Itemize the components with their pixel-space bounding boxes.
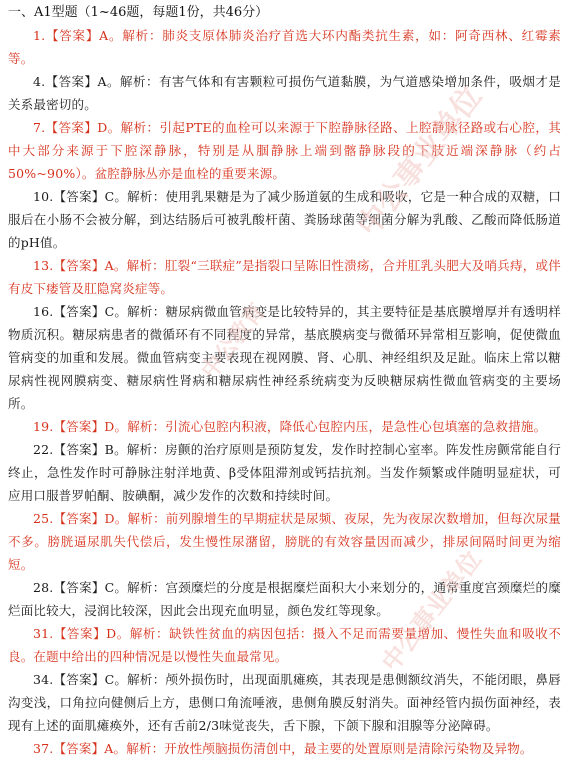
watermark-logo: 中公教育 — [197, 299, 271, 384]
answer-item: 25.【答案】D。解析：前列腺增生的早期症状是尿频、夜尿，先为夜尿次数增加，但每次尿量不多。膀胱逼尿肌失代偿后，发生慢性尿潴留，膀胱的有效容量因而减少，排尿间隔时间更为缩短。 — [8, 511, 561, 572]
answer-item: 28.【答案】C。解析：宫颈糜烂的分度是根据糜烂面积大小来划分的，通常重度宫颈糜烂的糜烂面比较大，浸润比较深，因此会出现充血明显，颜色发红等现象。 — [8, 580, 561, 618]
answer-item: 31.【答案】D。解析：缺铁性贫血的病因包括：摄入不足而需要量增加、慢性失血和吸收不良。在题中给出的四种情况是以慢性失血最常见。 — [8, 626, 561, 664]
answer-item: 10.【答案】C。解析：使用乳果糖是为了减少肠道氨的生成和吸收，它是一种合成的双糖，口服后在小肠不会被分解，到达结肠后可被乳酸杆菌、粪肠球菌等细菌分解为乳酸、乙酸而降低肠道的pH值。 — [8, 189, 561, 250]
watermark-logo: 中公事业单位 — [350, 79, 490, 244]
answer-item: 13.【答案】A。解析：肛裂“三联症”是指裂口呈陈旧性溃疡，合并肛乳头肥大及哨兵痔，或伴有皮下瘘管及肛隐窝炎症等。 — [8, 258, 561, 296]
answer-item: 22.【答案】B。解析：房颤的治疗原则是预防复发，发作时控制心室率。阵发性房颤常能自行终止，急性发作时可静脉注射洋地黄、β受体阻滞剂或钙拮抗剂。当发作频繁或伴随明显症状，可应用口服普罗帕酮、胺碘酮，减少发作的次数和持续时间。 — [8, 442, 561, 503]
section-heading: 一、A1型题（1~46题，每题1份，共46分） — [8, 5, 269, 20]
answer-item: 19.【答案】D。解析：引流心包腔内积液，降低心包腔内压，是急性心包填塞的急救措施。 — [33, 419, 547, 434]
answer-item: 4.【答案】A。解析：有害气体和有害颗粒可损伤气道黏膜，为气道感染增加条件，吸烟才是关系最密切的。 — [8, 74, 561, 112]
answer-list — [8, 24, 561, 760]
watermark-logo: 中公事业单位 — [376, 545, 487, 677]
answer-item: 37.【答案】A。解析：开放性颅脑损伤清创中，最主要的处置原则是清除污染物及异物。 — [33, 741, 533, 756]
answer-item: 1.【答案】A。解析：肺炎支原体肺炎治疗首选大环内酯类抗生素，如：阿奇西林、红霉素等。 — [8, 28, 561, 66]
answer-item: 7.【答案】D。解析：引起PTE的血栓可以来源于下腔静脉径路、上腔静脉径路或右心腔，其中大部分来源于下腔深静脉，特别是从腘静脉上端到髂静脉段的下肢近端深静脉（约占50%~90%）。盆腔静脉丛亦是血栓的重要来源。 — [8, 120, 561, 181]
answer-item: 16.【答案】C。解析：糖尿病微血管病变是比较特异的，其主要特征是基底膜增厚并有透明样物质沉积。糖尿病患者的微循环有不同程度的异常，基底膜病变与微循环异常相互影响，促使微血管病变的加重和发展。微血管病变主要表现在视网膜、肾、心肌、神经组织及足趾。临床上常以糖尿病性视网膜病变、糖尿病性肾病和糖尿病性神经系统病变为反映糖尿病性微血管病变的主要场所。 — [8, 304, 561, 411]
answer-item: 34.【答案】C。解析：颅外损伤时，出现面肌瘫痪，其表现是患侧额纹消失，不能闭眼，鼻唇沟变浅，口角拉向健侧后上方，患侧口角流唾液，患侧角膜反射消失。面神经管内损伤面神经，表现有上述的面肌瘫痪外，还有舌前2/3味觉丧失，舌下腺，下颌下腺和泪腺等分泌障碍。 — [8, 672, 561, 733]
